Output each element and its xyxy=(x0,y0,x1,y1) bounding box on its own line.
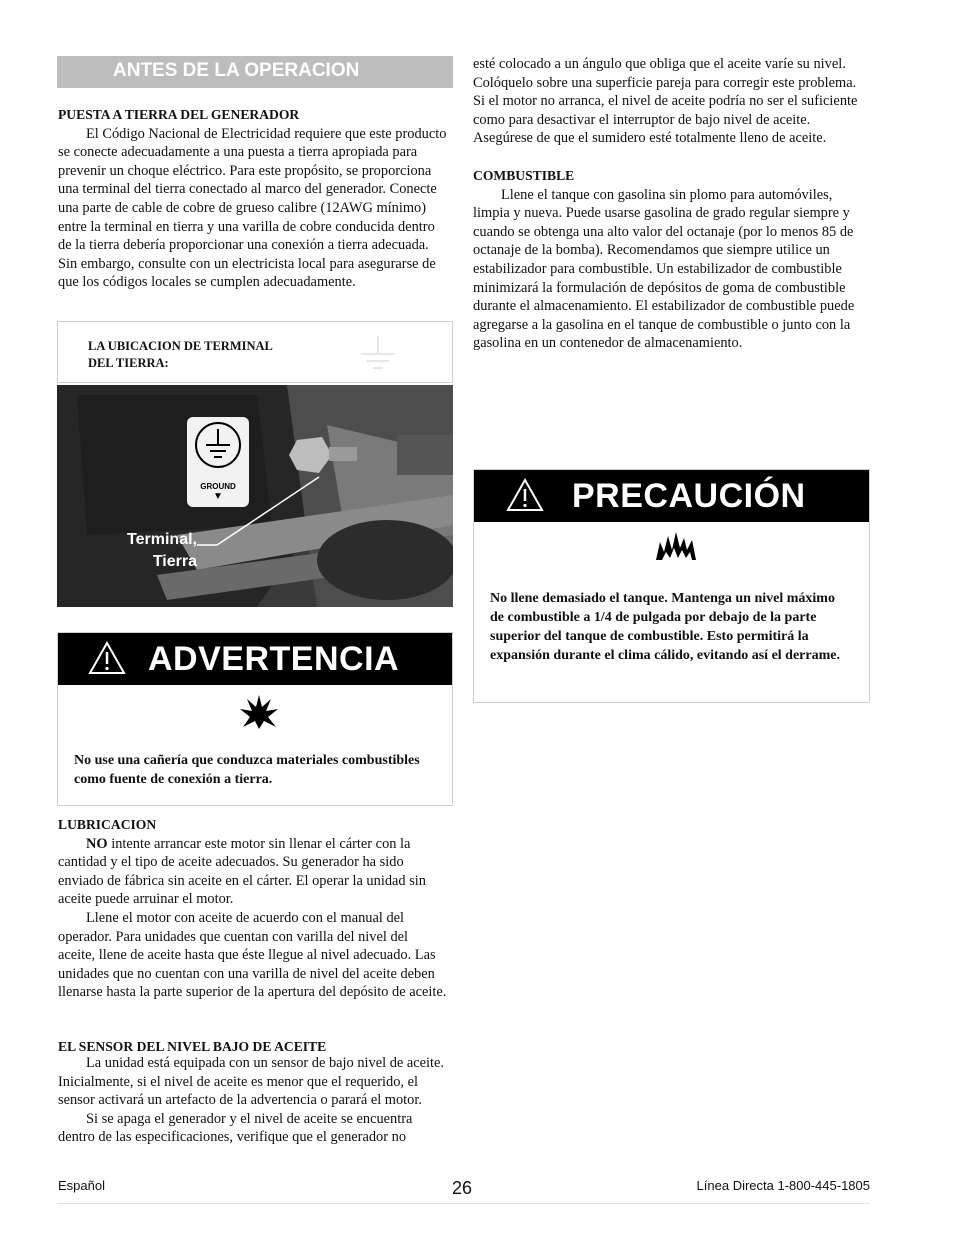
warning-header xyxy=(58,633,452,685)
lubrication-p1-rest: intente arrancar este motor sin llenar el cárter con la cantidad y el tipo de aceite adecuados. Su generador ha sido enviado de fábrica sin aceite en el cárter. El operar la unidad sin aceite puede arruinar el motor. xyxy=(58,835,426,908)
photo-scene xyxy=(57,385,453,607)
photo-label-line2: Tierra xyxy=(152,553,197,570)
caution-box xyxy=(473,469,870,703)
caution-header xyxy=(474,470,869,522)
lubrication-p1-bold: NO xyxy=(86,835,108,852)
terminal-title-line2: DEL TIERRA: xyxy=(88,356,169,370)
fire-icon xyxy=(654,530,698,562)
section-banner: ANTES DE LA OPERACION xyxy=(57,56,453,88)
grounding-body: El Código Nacional de Electricidad requiere que este producto se conecte adecuadamente a una puesta a tierra apropiada para prevenir un choque eléctrico. Para este propósito, se proporciona una terminal del tierra conectado al marco del generador. Conecte una parte de cable de cobre de grueso calibre (12AWG mínimo) entre la terminal en tierra y una varilla de cobre conducida dentro de la tierra debería proporcionar una conexión a tierra adecuada. Sin embargo, consulte con un electricista local para asegurarse de que los códigos locales se cumplen adecuadamente. xyxy=(58,125,447,291)
caution-triangle-icon xyxy=(506,478,544,512)
oil-sensor-heading: EL SENSOR DEL NIVEL BAJO DE ACEITE xyxy=(58,1039,327,1054)
terminal-location-box xyxy=(57,321,453,383)
terminal-title-line1: LA UBICACION DE TERMINAL xyxy=(88,339,273,353)
warning-triangle-icon xyxy=(88,641,126,675)
fuel-heading: COMBUSTIBLE xyxy=(473,167,575,183)
lubrication-p2: Llene el motor con aceite de acuerdo con el manual del operador. Para unidades que cuentan con varilla del nivel del aceite, llene de aceite hasta que éste llegue al nivel adecuado. Las unidades que no cuentan con una varilla de nivel del aceite deben llenarse hasta la parte superior de la apertura del depósito de aceite. xyxy=(58,909,447,1001)
page-number: 26 xyxy=(452,1178,473,1198)
oil-sensor-p1: La unidad está equipada con un sensor de bajo nivel de aceite. Inicialmente, si el nivel de aceite es menor que el requerido, el sensor activará un artefacto de la advertencia o parará el motor. xyxy=(58,1055,445,1109)
explosion-icon xyxy=(238,693,280,731)
grounding-heading: PUESTA A TIERRA DEL GENERADOR xyxy=(58,107,300,122)
photo-label-line1: Terminal, xyxy=(127,531,197,548)
right-column-text xyxy=(473,55,871,353)
warning-box xyxy=(57,632,453,806)
lubrication-section xyxy=(58,816,448,1002)
fuel-body: Llene el tanque con gasolina sin plomo para automóviles, limpia y nueva. Puede usarse gasolina de grado regular siempre y cuando se obtenga una alto valor del octanaje (por lo menos 85 de octanaje de la bomba). Recomendamos que siempre utilice un estabilizador para combustible. Un estabilizador de combustible minimizará la formulación de depósitos de goma de combustible durante el almacenamiento. El estabilizador de combustible puede agregarse a la gasolina en el tanque de combustible o junto con la gasolina en un contenedor de almacenamiento. xyxy=(473,186,855,352)
oil-sensor-section xyxy=(58,1039,448,1147)
oil-continuation: esté colocado a un ángulo que obliga que el aceite varíe su nivel. Colóquelo sobre una superficie pareja para corregir este problema. Si el motor no arranca, el nivel de aceite podría no ser el suficiente como para desactivar el interruptor de bajo nivel de aceite. Asegúrese de que el sumidero esté totalmente lleno de aceite. xyxy=(473,56,858,147)
caution-text: No llene demasiado el tanque. Mantenga un nivel máximo de combustible a 1/4 de pulgada por debajo de la parte superior del tanque de combustible. Esto permitirá la expansión durante el clima cálido, evitando así el derrame. xyxy=(490,591,840,663)
caution-heading: PRECAUCIÓN xyxy=(572,477,806,515)
lubrication-p1 xyxy=(58,835,448,909)
grounding-section xyxy=(58,106,448,292)
warning-heading: ADVERTENCIA xyxy=(148,640,400,678)
ground-sticker-label: GROUND xyxy=(200,482,236,491)
ground-symbol-icon xyxy=(353,334,403,374)
footer-hotline: Línea Directa 1-800-445-1805 xyxy=(696,1178,870,1193)
lubrication-heading: LUBRICACION xyxy=(58,817,157,832)
oil-sensor-p2: Si se apaga el generador y el nivel de aceite se encuentra dentro de las especificaciones, verifique que el generador no xyxy=(58,1110,413,1146)
footer-language: Español xyxy=(58,1178,105,1193)
terminal-photo-label xyxy=(107,529,197,573)
ground-sticker xyxy=(187,417,249,507)
ground-arrow-icon: ▼ xyxy=(213,491,223,502)
footer-rule xyxy=(57,1203,870,1204)
warning-text: No use una cañería que conduzca materiales combustibles como fuente de conexión a tierra. xyxy=(74,753,420,787)
ground-sticker-icon xyxy=(187,417,249,477)
terminal-photo xyxy=(57,385,453,607)
